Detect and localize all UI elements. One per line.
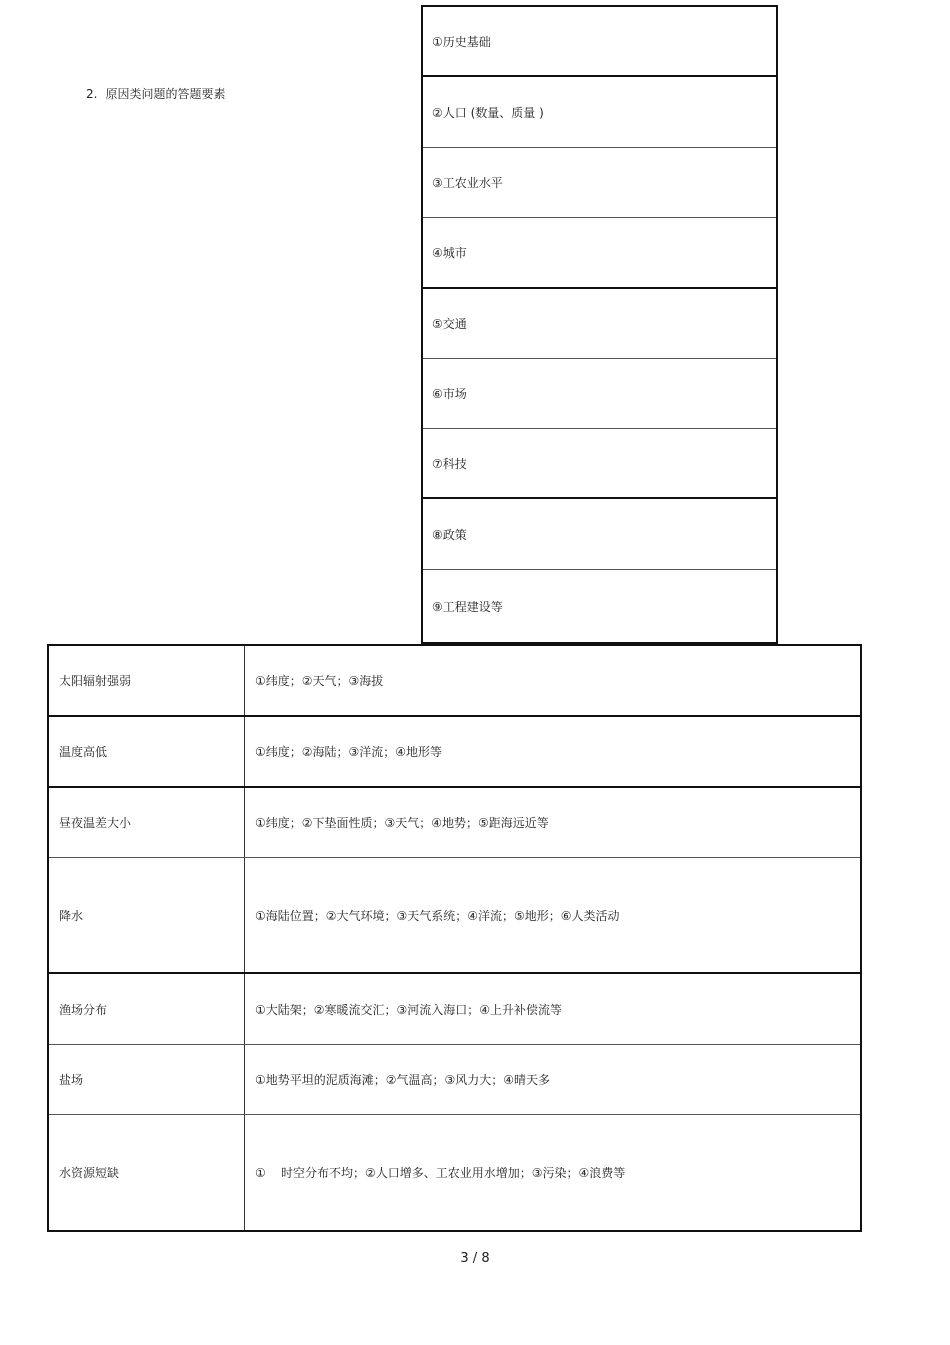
factor-text: ⑨工程建设等: [432, 599, 503, 614]
factor-table: [421, 5, 778, 644]
cause-label: 降水: [49, 858, 245, 972]
cause-factors: ①海陆位置；②大气环境；③天气系统；④洋流；⑤地形；⑥人类活动: [255, 908, 620, 923]
cause-factors: ①大陆架；②寒暖流交汇；③河流入海口；④上升补偿流等: [255, 1002, 563, 1017]
table-row: [49, 717, 860, 788]
cause-factors: ①地势平坦的泥质海滩；②气温高；③风力大；④晴天多: [255, 1073, 551, 1087]
table-row: [49, 1045, 860, 1115]
factor-row: [423, 77, 776, 148]
factor-text: ⑤交通: [432, 317, 467, 331]
section-title: 原因类问题的答题要素: [105, 87, 226, 101]
factor-row: [423, 429, 776, 499]
cause-factors: ①纬度；②天气；③海拔: [255, 674, 384, 688]
page-number: 3 / 8: [460, 1251, 490, 1266]
section-heading: [86, 85, 225, 103]
factor-text: ⑧政策: [432, 527, 467, 542]
section-number: 2.: [86, 87, 98, 101]
factor-row: [423, 148, 776, 218]
cause-label: 盐场: [49, 1045, 245, 1114]
factor-row: [423, 499, 776, 570]
table-row: [49, 858, 860, 974]
factor-row: [423, 289, 776, 359]
cause-label: 水资源短缺: [49, 1115, 245, 1230]
factor-text: ③工农业水平: [432, 176, 503, 190]
table-row: [49, 974, 860, 1045]
cause-factors: ① 时空分布不均；②人口增多、工农业用水增加；③污染；④浪费等: [255, 1166, 626, 1180]
factor-text: ②人口 (数量、质量 ): [432, 105, 544, 120]
cause-label: 温度高低: [49, 717, 245, 786]
cause-table: [47, 644, 862, 1232]
table-row: [49, 788, 860, 858]
table-row: [49, 1115, 860, 1230]
cause-label: 渔场分布: [49, 974, 245, 1044]
cause-label: 太阳辐射强弱: [49, 646, 245, 715]
factor-text: ⑦科技: [432, 456, 467, 471]
factor-row: [423, 7, 776, 77]
table-row: [49, 646, 860, 717]
cause-factors: ①纬度；②下垫面性质；③天气；④地势；⑤距海远近等: [255, 816, 549, 830]
cause-label: 昼夜温差大小: [49, 788, 245, 857]
factor-text: ①历史基础: [432, 34, 491, 49]
factor-row: [423, 218, 776, 289]
factor-text: ④城市: [432, 246, 467, 260]
factor-row: [423, 570, 776, 642]
factor-row: [423, 359, 776, 429]
factor-text: ⑥市场: [432, 387, 467, 401]
cause-factors: ①纬度；②海陆；③洋流；④地形等: [255, 745, 443, 759]
